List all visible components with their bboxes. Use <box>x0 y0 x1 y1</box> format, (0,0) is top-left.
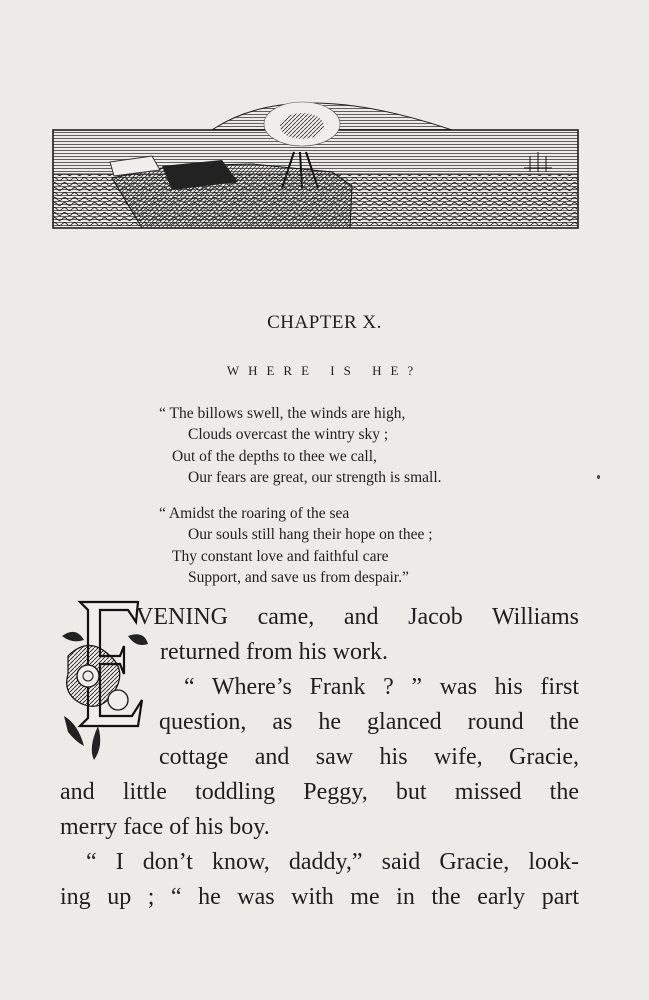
text-line: returned from his work. <box>160 639 388 665</box>
poem-line: Out of the depths to thee we call, <box>172 447 377 465</box>
text-line: cottage and saw his wife, Gracie, <box>159 744 579 770</box>
header-engraving <box>52 86 579 232</box>
poem-line: Our fears are great, our strength is small. <box>188 468 442 486</box>
poem-line: Clouds overcast the wintry sky ; <box>188 426 389 444</box>
poem-line: “ The billows swell, the winds are high, <box>159 405 406 422</box>
chapter-subtitle: WHERE IS HE? <box>226 363 423 378</box>
text-line: “ Where’s Frank ? ” was his first <box>184 674 579 700</box>
epigraph-stanza-2 <box>159 503 579 588</box>
poem-line: Thy constant love and faithful care <box>172 547 389 565</box>
poem-line: Support, and save us from despair.” <box>188 568 409 586</box>
epigraph-stanza-1 <box>159 403 579 488</box>
text-line: ing up ; “ he was with me in the early part <box>60 884 579 910</box>
text-line: merry face of his boy. <box>60 814 270 840</box>
text-line: and little toddling Peggy, but missed the <box>60 779 579 805</box>
chapter-title: CHAPTER X. <box>267 312 382 333</box>
text-line: “ I don’t know, daddy,” said Gracie, look- <box>86 849 579 875</box>
ink-speck <box>597 475 600 479</box>
text-line: question, as he glanced round the <box>159 709 579 735</box>
poem-line: “ Amidst the roaring of the sea <box>159 505 350 522</box>
poem-line: Our souls still hang their hope on thee ; <box>188 526 433 544</box>
text-line: VENING came, and Jacob Williams <box>136 604 579 630</box>
